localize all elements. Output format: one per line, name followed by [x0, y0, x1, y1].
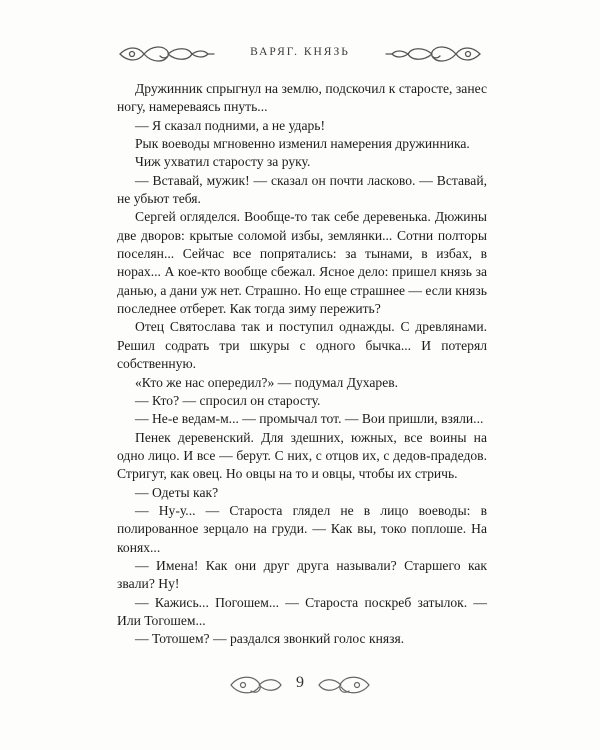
paragraph: Пенек деревенский. Для здешних, южных, все воины на одно лицо. И все — берут. С них, с отцов их, с дедов-прадедов. Стригут, как овец. Но овцы на то и овцы, чтобы их стричь.: [117, 429, 487, 482]
paragraph: «Кто же нас опередил?» — подумал Духарев.: [135, 374, 399, 390]
paragraph: Дружинник спрыгнул на землю, подскочил к старосте, занес ногу, намереваясь пнуть...: [117, 81, 487, 115]
paragraph: — Вставай, мужик! — сказал он почти ласково. — Вставай, не убьют тебя.: [117, 172, 487, 207]
paragraph: — Кто? — спросил он старосту.: [135, 392, 321, 408]
running-head: [0, 42, 600, 66]
paragraph: Отец Святослава так и поступил однажды. С древлянами. Решил содрать три шкуры с одного бычка... И потерял собственную.: [117, 319, 487, 372]
paragraph: — Имена! Как они друг друга называли? Старшего как звали? Ну!: [117, 557, 487, 592]
paragraph: — Одеты как?: [135, 484, 219, 500]
paragraph: — Не-е ведам-м... — промычал тот. — Вои пришли, взяли...: [135, 411, 484, 427]
book-title: ВАРЯГ. КНЯЗЬ: [250, 46, 350, 58]
paragraph: Чиж ухватил старосту за руку.: [135, 154, 311, 170]
page-number: 9: [296, 674, 304, 691]
paragraph: — Я сказал подними, а не ударь!: [135, 117, 325, 133]
paragraph: Рык воеводы мгновенно изменил намерения дружинника.: [135, 136, 470, 152]
body-text: [117, 80, 487, 649]
paragraph: — Ну-у... — Староста глядел не в лицо воеводы: в полированное зерцало на груди. — Как вы, токо поплоше. На конях...: [117, 502, 487, 555]
right-flourish-ornament-icon: [384, 42, 482, 66]
paragraph: — Кажись... Погошем... — Староста поскреб затылок. — Или Тогошем...: [117, 594, 487, 628]
paragraph: Сергей огляделся. Вообще-то так себе деревенька. Дюжины две дворов: крытые соломой избы, землянки... Сотни полторы поселян... Сейчас все попрятались: за тынами, в избах, в норах... А кое-кто вообще сбежал. Ясное дело: пришел князь за данью, а дани уж нет. Страшно. Но еще страшнее — если князь последнее отберет. Как тогда зиму пережить?: [117, 209, 487, 317]
paragraph: — Тотошем? — раздался звонкий голос князя.: [135, 631, 405, 647]
